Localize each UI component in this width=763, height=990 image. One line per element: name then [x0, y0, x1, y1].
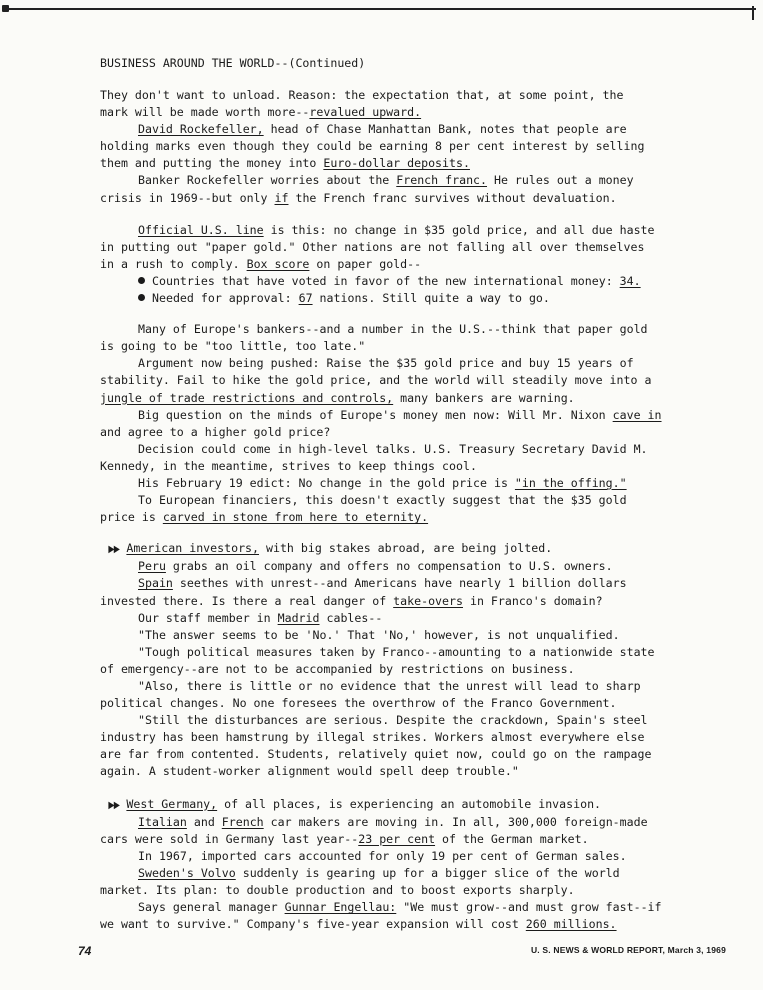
paragraph-block — [100, 540, 695, 780]
text-line — [100, 916, 695, 933]
line-text: "Still the disturbances are serious. Despite the crackdown, Spain's steel — [138, 713, 648, 728]
paragraph-gap — [100, 207, 695, 222]
text-line — [100, 610, 695, 627]
line-text: Many of Europe's bankers--and a number in the U.S.--think that paper gold — [138, 322, 648, 337]
line-text: "The answer seems to be 'No.' That 'No,' however, is not unqualified. — [138, 627, 620, 642]
text-line — [100, 509, 695, 526]
line-text: In 1967, imported cars accounted for only 19 per cent of German sales. — [138, 848, 627, 863]
line-text: invested there. Is there a real danger of take-overs in Franco's domain? — [100, 593, 603, 608]
line-text: Italian and French car makers are moving in. In all, 300,000 foreign-made — [138, 814, 648, 829]
text-line — [100, 390, 695, 407]
line-text: Argument now being pushed: Raise the $35 gold price and buy 15 years of — [138, 356, 634, 371]
text-line — [100, 338, 695, 355]
text-line — [100, 746, 695, 763]
paragraph-block — [100, 796, 695, 934]
text-line — [100, 138, 695, 155]
text-line — [100, 729, 695, 746]
text-line — [100, 441, 695, 458]
paragraph-block — [100, 87, 695, 207]
text-line — [100, 678, 695, 695]
line-text: Big question on the minds of Europe's money men now: Will Mr. Nixon cave in — [138, 407, 662, 422]
line-text: David Rockefeller, head of Chase Manhattan Bank, notes that people are — [138, 122, 627, 137]
line-text: and agree to a higher gold price? — [100, 424, 331, 439]
line-text: Peru grabs an oil company and offers no compensation to U.S. owners. — [138, 559, 613, 574]
text-line — [100, 321, 695, 338]
paragraph-block — [100, 321, 695, 526]
text-line — [100, 558, 695, 575]
text-line — [100, 882, 695, 899]
line-text: price is carved in stone from here to eternity. — [100, 510, 429, 525]
bullet-icon — [138, 294, 145, 301]
text-line — [100, 355, 695, 372]
line-text: Says general manager Gunnar Engellau: "We must grow--and must grow fast--if — [138, 900, 662, 915]
line-text: market. Its plan: to double production and to boost exports sharply. — [100, 883, 575, 898]
line-text: is going to be "too little, too late." — [100, 339, 366, 354]
text-line — [100, 424, 695, 441]
line-text: again. A student-worker alignment would spell deep trouble." — [100, 764, 519, 779]
text-line — [100, 172, 695, 189]
line-text: we want to survive." Company's five-year expansion will cost 260 millions. — [100, 917, 617, 932]
paragraph-gap — [100, 526, 695, 540]
line-text: crisis in 1969--but only if the French franc survives without devaluation. — [100, 190, 617, 205]
line-text: holding marks even though they could be earning 8 per cent interest by selling — [100, 139, 645, 154]
text-line — [100, 290, 695, 307]
text-line — [100, 256, 695, 273]
article-body — [100, 87, 695, 933]
page-number: 74 — [78, 944, 92, 958]
paragraph-gap — [100, 307, 695, 321]
line-text: To European financiers, this doesn't exactly suggest that the $35 gold — [138, 493, 627, 508]
line-text: of emergency--are not to be accompanied by restrictions on business. — [100, 661, 575, 676]
line-text: Our staff member in Madrid cables-- — [138, 610, 383, 625]
line-text: Kennedy, in the meantime, strives to keep things cool. — [100, 458, 477, 473]
line-text: in a rush to comply. Box score on paper gold-- — [100, 256, 422, 271]
line-text: West Germany, of all places, is experiencing an automobile invasion. — [126, 796, 602, 811]
publication-credit: U. S. NEWS & WORLD REPORT, March 3, 1969 — [530, 945, 726, 955]
text-line — [100, 644, 695, 661]
text-line — [100, 121, 695, 138]
line-text: them and putting the money into Euro-dollar deposits. — [100, 156, 470, 171]
text-line — [100, 222, 695, 239]
text-line — [100, 661, 695, 678]
line-text: His February 19 edict: No change in the gold price is "in the offing." — [138, 475, 627, 490]
text-line — [100, 593, 695, 610]
bullet-icon — [138, 277, 145, 284]
line-text: stability. Fail to hike the gold price, and the world will steadily move into a — [100, 373, 652, 388]
double-arrow-icon: ▶▶ — [108, 544, 120, 556]
text-line — [100, 814, 695, 831]
line-text: Official U.S. line is this: no change in $35 gold price, and all due haste — [138, 222, 655, 237]
line-text: "Also, there is little or no evidence that the unrest will lead to sharp — [138, 679, 641, 693]
text-line — [100, 104, 695, 121]
line-text: in putting out "paper gold." Other nations are not falling all over themselves — [100, 239, 645, 254]
line-text: Countries that have voted in favor of the new international money: 34. — [152, 273, 641, 288]
text-line — [100, 848, 695, 865]
text-line — [100, 407, 695, 424]
line-text: industry has been hamstrung by illegal strikes. Workers almost everywhere else — [100, 730, 645, 745]
double-arrow-icon: ▶▶ — [108, 799, 120, 811]
line-text: Banker Rockefeller worries about the French franc. He rules out a money — [138, 173, 634, 188]
line-text: political changes. No one foresees the overthrow of the Franco Government. — [100, 696, 617, 711]
line-text: Sweden's Volvo suddenly is gearing up for a bigger slice of the world — [138, 865, 620, 880]
line-text: Spain seethes with unrest--and Americans have nearly 1 billion dollars — [138, 576, 627, 591]
line-text: American investors, with big stakes abroad, are being jolted. — [126, 541, 553, 556]
paragraph-gap — [100, 781, 695, 796]
line-text: mark will be made worth more--revalued upward. — [100, 105, 422, 120]
text-line — [100, 155, 695, 172]
text-line — [100, 273, 695, 290]
top-right-tick — [752, 6, 754, 20]
text-line — [100, 190, 695, 207]
text-line — [100, 492, 695, 509]
text-line — [107, 796, 695, 814]
text-line — [100, 695, 695, 712]
text-line — [100, 627, 695, 644]
section-heading: BUSINESS AROUND THE WORLD--(Continued) — [100, 56, 366, 70]
text-line — [100, 865, 695, 882]
text-line — [100, 239, 695, 256]
line-text: jungle of trade restrictions and controls, many bankers are warning. — [100, 390, 575, 405]
line-text: They don't want to unload. Reason: the expectation that, at some point, the — [100, 88, 624, 102]
line-text: are far from contented. Students, relatively quiet now, could go on the rampage — [100, 747, 652, 762]
text-line — [100, 831, 695, 848]
text-line — [100, 763, 695, 780]
line-text: Decision could come in high-level talks. U.S. Treasury Secretary David M. — [138, 441, 648, 456]
text-line — [100, 712, 695, 729]
text-line — [107, 540, 695, 558]
text-line — [100, 475, 695, 492]
paragraph-block — [100, 222, 695, 307]
text-line — [100, 87, 695, 104]
text-line — [100, 458, 695, 475]
line-text: cars were sold in Germany last year--23 per cent of the German market. — [100, 831, 589, 846]
text-line — [100, 575, 695, 592]
text-line — [100, 899, 695, 916]
line-text: Needed for approval: 67 nations. Still quite a way to go. — [152, 291, 550, 306]
line-text: "Tough political measures taken by Franco--amounting to a nationwide state — [138, 644, 655, 659]
text-line — [100, 372, 695, 389]
top-rule — [4, 8, 756, 10]
